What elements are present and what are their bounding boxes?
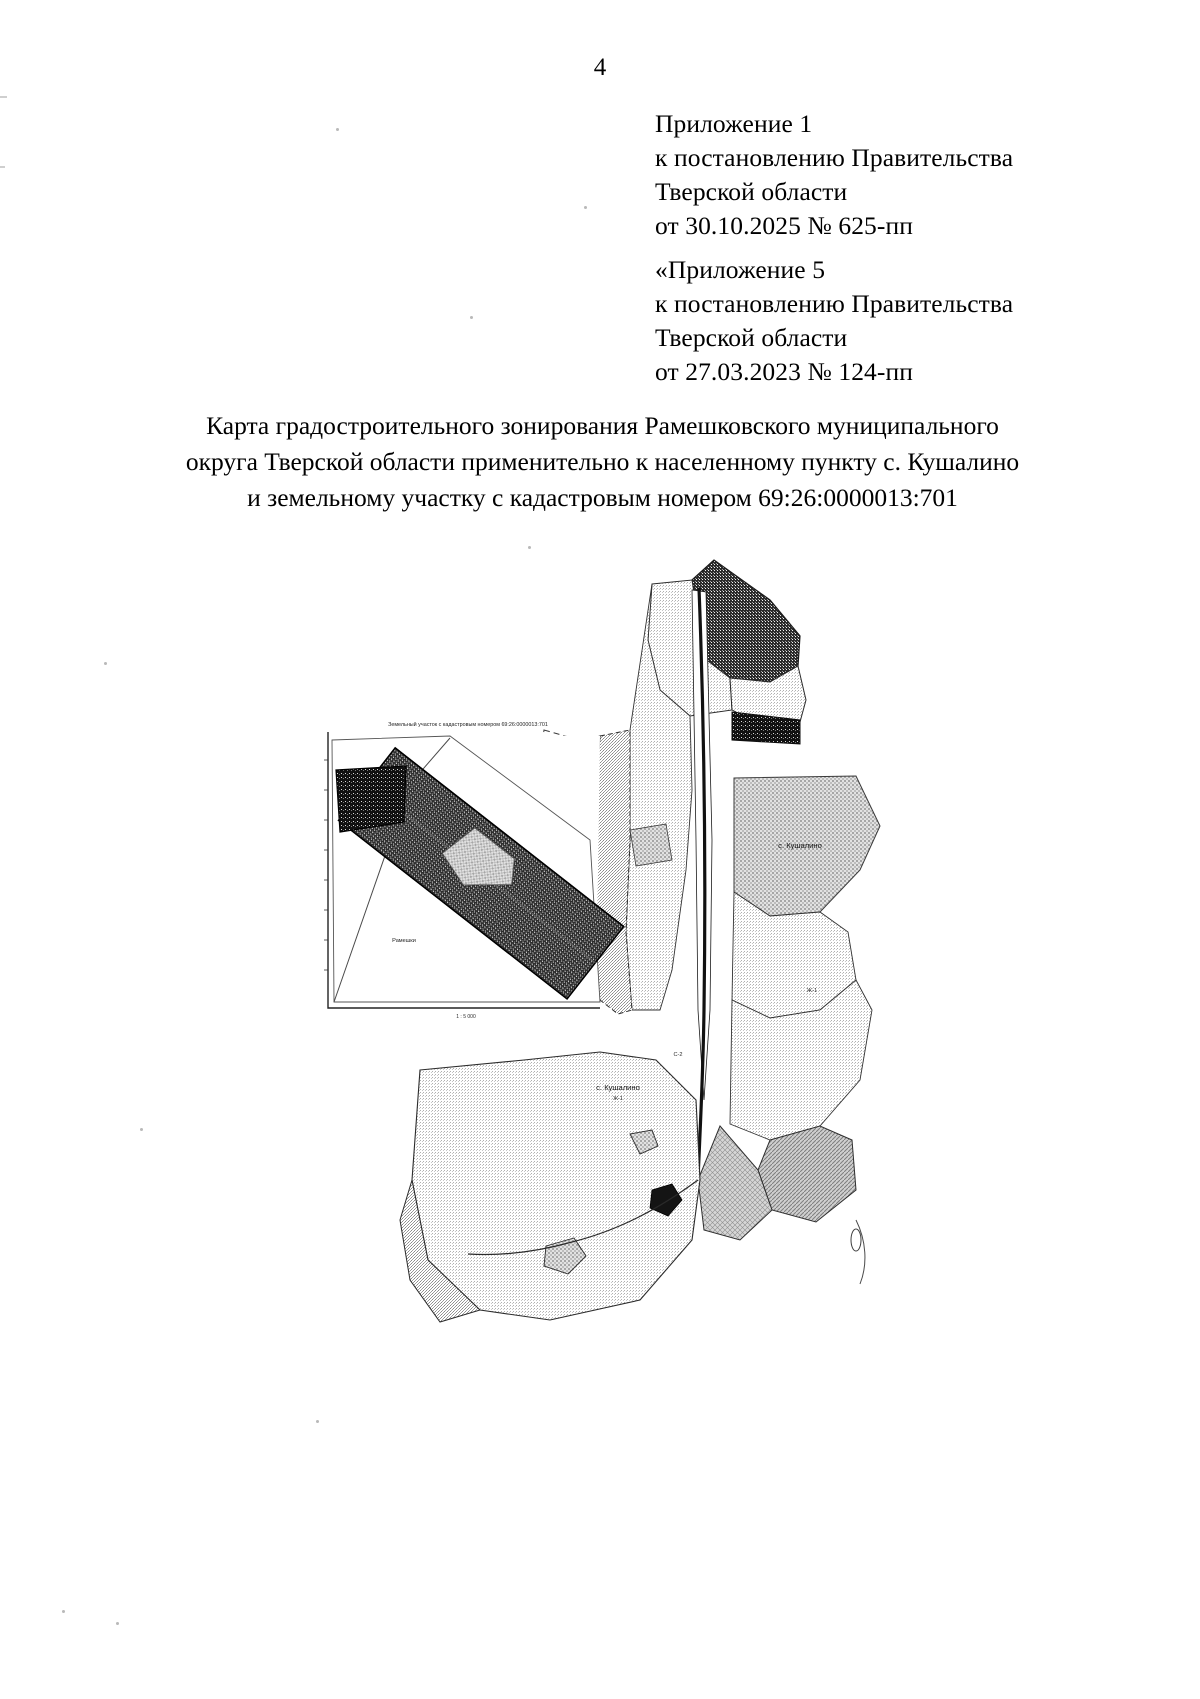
scan-edge-mark: [0, 96, 7, 98]
zoning-map: [300, 540, 920, 1350]
map-zone-southeast-hatch: [758, 1126, 856, 1222]
scan-speck: [116, 1622, 119, 1625]
map-inset-panel: [324, 721, 624, 1020]
map-stream-loop: [851, 1229, 861, 1251]
inset-scale-label: 1 : 5 000: [456, 1014, 476, 1020]
map-label-zone-code-1: С-2: [673, 1052, 683, 1058]
scan-speck: [104, 662, 107, 665]
appendix-amended-line-2: к постановлению Правительства: [655, 289, 1014, 318]
map-label-zone-code-2: Ж-1: [806, 988, 818, 994]
zoning-map-figure: [300, 540, 920, 1350]
inset-area-label: Рамешки: [392, 938, 416, 944]
appendix-reference-amended: [655, 253, 1125, 389]
scan-speck: [316, 1420, 319, 1423]
appendix-amended-line-1: «Приложение 5: [655, 255, 826, 284]
inset-caption: Земельный участок с кадастровым номером 69:26:0000013:701: [388, 722, 548, 728]
page-title-line-3: и земельному участку с кадастровым номером 69:26:0000013:701: [247, 483, 958, 512]
appendix-current-line-4: от 30.10.2025 № 625-пп: [655, 211, 913, 240]
inset-parcel-wedge: [336, 766, 406, 832]
page-title-line-2: округа Тверской области применительно к населенному пункту с. Кушалино: [185, 447, 1020, 476]
map-zone-southeast-cross: [698, 1126, 772, 1240]
page-number: 4: [593, 54, 607, 81]
scan-speck: [584, 206, 587, 209]
appendix-reference-current: [655, 107, 1125, 243]
page-title-line-1: Карта градостроительного зонирования Рамешковского муниципального: [206, 411, 999, 440]
scan-speck: [62, 1610, 65, 1613]
map-label-settlement-north: с. Кушалино: [778, 841, 822, 850]
appendix-amended-line-3: Тверской области: [655, 323, 848, 352]
scan-speck: [528, 546, 531, 549]
map-label-settlement-south-sub: Ж-1: [613, 1096, 623, 1102]
map-zone-settlement-south: [412, 1052, 700, 1320]
appendix-amended-line-4: от 27.03.2023 № 124-пп: [655, 357, 913, 386]
appendix-current-line-2: к постановлению Правительства: [655, 143, 1014, 172]
scan-speck: [336, 128, 339, 131]
scan-speck: [470, 316, 473, 319]
appendix-current-line-1: Приложение 1: [655, 109, 813, 138]
scan-speck: [140, 1128, 143, 1131]
scan-edge-mark: [0, 166, 5, 168]
map-label-settlement-south: с. Кушалино: [596, 1083, 640, 1092]
page-title: [155, 408, 1050, 516]
appendix-current-line-3: Тверской области: [655, 177, 848, 206]
map-parcel-grey-1: [630, 824, 672, 866]
